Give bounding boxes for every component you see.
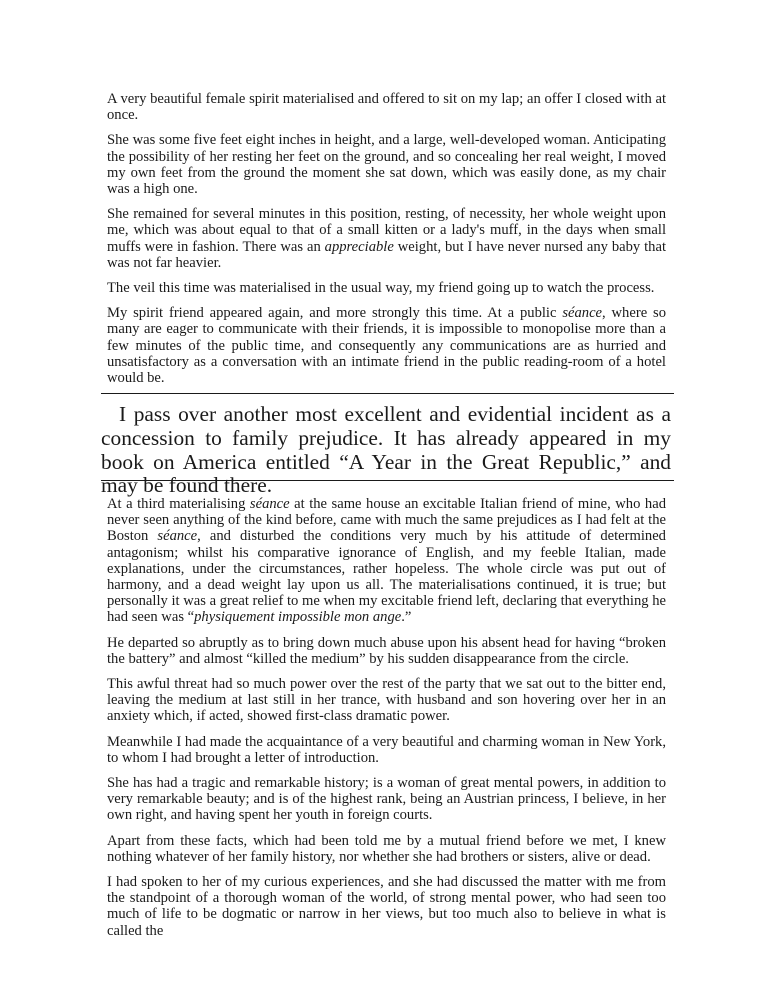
pull-quote: I pass over another most excellent and evidential incident as a concession to family prejudice. It has already appeared in my book on America entitled “A Year in the Great Republic,” and may be found there.: [101, 402, 671, 498]
paragraph: This awful threat had so much power over the rest of the party that we sat out to the bitter end, leaving the medium at last still in her trance, with husband and son hovering over her in an anxiety which, if acted, showed first-class dramatic power.: [107, 676, 666, 725]
paragraph: I had spoken to her of my curious experiences, and she had discussed the matter with me from the standpoint of a thorough woman of the world, of strong mental power, who had seen too much of life to be dogmatic or narrow in her views, but too much also to believe in what is called the: [107, 874, 666, 939]
paragraph: She has had a tragic and remarkable history; is a woman of great mental powers, in addition to very remarkable beauty; and is of the highest rank, being an Austrian princess, I believe, in her own right, and having spent her youth in foreign courts.: [107, 775, 666, 824]
paragraph: My spirit friend appeared again, and more strongly this time. At a public séance, where so many are eager to communicate with their friends, it is impossible to monopolise more than a few minutes of the public time, and consequently any communications are as hurried and unsatisfactory as a conversation with an intimate friend in the public reading-room of a hotel would be.: [107, 305, 666, 387]
italic-emphasis: séance: [157, 528, 198, 545]
paragraph: She remained for several minutes in this position, resting, of necessity, her whole weight upon me, which was about equal to that of a small kitten or a lady's muff, in the days when small muffs were in fashion. There was an appreciable weight, but I have never nursed any baby that was not far heavier.: [107, 206, 667, 271]
top-text-block: [107, 91, 666, 386]
paragraph: He departed so abruptly as to bring down much abuse upon his absent head for having “broken the battery” and almost “killed the medium” by his sudden disappearance from the circle.: [107, 634, 666, 667]
paragraph: At a third materialising séance at the same house an excitable Italian friend of mine, who had never seen anything of the kind before, came with much the same prejudices as I had felt at the Boston séance, and disturbed the conditions very much by his attitude of determined antagonism; whilst his comparative ignorance of English, and my feeble Italian, made explanations, under the circumstances, rather hopeless. The whole circle was put out of harmony, and a dead weight lay upon us all. The materialisations continued, it is true; but personally it was a great relief to me when my excitable friend left, declaring that everything he had seen was “physiquement impossible mon ange.”: [107, 496, 666, 626]
paragraph: The veil this time was materialised in the usual way, my friend going up to watch the process.: [107, 280, 655, 297]
pull-quote-bottom-rule: [101, 480, 674, 481]
italic-emphasis: séance: [562, 305, 603, 322]
bottom-text-block: [107, 496, 666, 939]
paragraph: Meanwhile I had made the acquaintance of a very beautiful and charming woman in New York, to whom I had brought a letter of introduction.: [107, 733, 666, 766]
paragraph: Apart from these facts, which had been told me by a mutual friend before we met, I knew nothing whatever of her family history, nor whether she had brothers or sisters, alive or dead.: [107, 832, 666, 865]
italic-emphasis: séance: [249, 496, 290, 512]
italic-emphasis: physiquement impossible mon ange: [194, 609, 402, 626]
paragraph: A very beautiful female spirit materialised and offered to sit on my lap; an offer I closed with at once.: [107, 91, 666, 124]
italic-emphasis: appreciable: [324, 238, 394, 255]
pull-quote-top-rule: [101, 393, 674, 394]
paragraph: She was some five feet eight inches in height, and a large, well-developed woman. Anticipating the possibility of her resting her feet on the ground, and so concealing her real weight, I moved my own feet from the ground the moment she sat down, which was easily done, as my chair was a high one.: [107, 132, 666, 198]
